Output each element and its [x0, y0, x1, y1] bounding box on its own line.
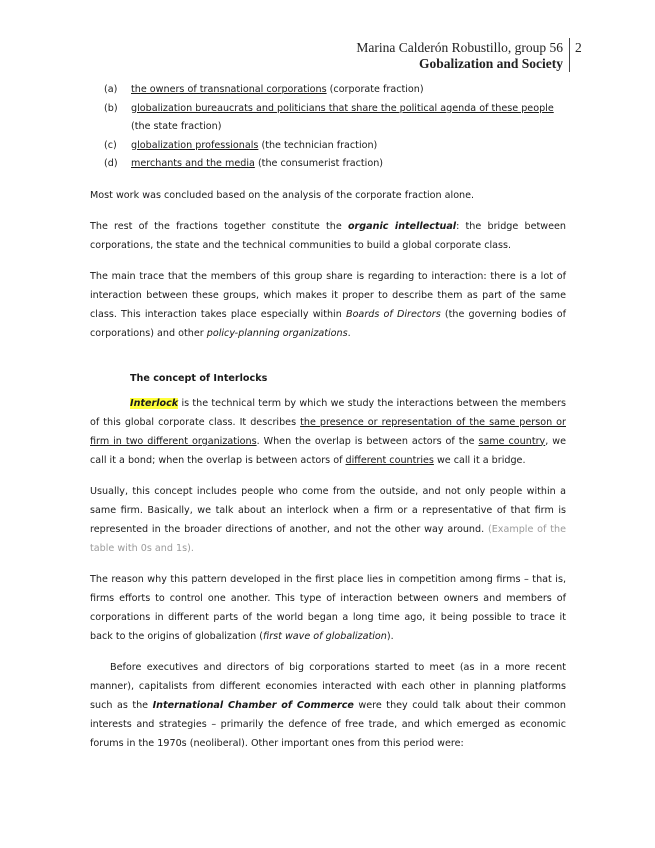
paragraph-interaction: The main trace that the members of this group share is regarding to interaction: there is a lot of interaction between these groups, which makes it proper to describe them as part of the same class. This interaction takes place especially within Boards of Directors (the governing bodies of corporations) and other policy-planning organizations. — [90, 270, 566, 339]
list-item — [90, 81, 566, 100]
list-item-label: (c) — [104, 139, 117, 151]
paragraph-organic-intellectual: The rest of the fractions together constitute the organic intellectual: the bridge between corporations, the state and the technical communities to build a global corporate class. — [90, 220, 566, 251]
list-item-label: (b) — [104, 102, 118, 114]
header-author: Marina Calderón Robustillo, group 56 — [356, 40, 563, 55]
list-item-term: globalization professionals — [131, 139, 259, 151]
document-body — [90, 81, 566, 753]
paragraph-planning-platforms: Before executives and directors of big corporations started to meet (as in a more recent manner), capitalists from different economies interacted with each other in planning platforms such as the International Chamber of Commerce were they could talk about their common interests and strategies – primarily the defence of free trade, and which emerged as economic forums in the 1970s (neoliberal). Other important ones from this period were: — [90, 661, 566, 749]
paragraph-pattern-origin: The reason why this pattern developed in the first place lies in competition among firms – that is, firms efforts to control one another. This type of interaction between owners and members of corporations in different parts of the world began a long time ago, it being possible to trace it back to the origins of globalization (first wave of globalization). — [90, 573, 566, 642]
list-item-note: (corporate fraction) — [326, 84, 424, 95]
list-item-term: the owners of transnational corporations — [131, 84, 327, 95]
section-heading: The concept of Interlocks — [130, 372, 268, 384]
list-item-note: (the state fraction) — [131, 121, 222, 132]
list-item-term: globalization bureaucrats and politicians that share the political agenda of these people — [131, 102, 554, 114]
paragraph-interlock-definition: Interlock is the technical term by which we study the interactions between the members of this global corporate class. It describes the presence or representation of the same person or firm in two different organizations. When the overlap is between actors of the same country, we call it a bond; when the overlap is between actors of different countries we call it a bridge. — [90, 397, 566, 466]
fractions-list — [90, 81, 566, 174]
list-item-label: (a) — [104, 84, 118, 95]
list-item — [90, 155, 566, 174]
paragraph-corporate-fraction: Most work was concluded based on the analysis of the corporate fraction alone. — [90, 189, 475, 201]
header-course-title: Gobalization and Society — [418, 56, 563, 71]
list-item — [90, 100, 566, 137]
paragraph-interlock-scope: Usually, this concept includes people who come from the outside, and not only people within a same firm. Basically, we talk about an interlock when a firm or a representative of that firm is represented in the broader directions of another, and not the other way around. (Example of the table with 0s and 1s). — [90, 485, 566, 554]
page-number: 2 — [575, 40, 582, 55]
header-divider — [569, 38, 570, 72]
list-item-term: merchants and the media — [131, 158, 255, 169]
list-item-note: (the consumerist fraction) — [254, 158, 384, 169]
page-header — [356, 40, 563, 72]
list-item — [90, 137, 566, 156]
list-item-note: (the technician fraction) — [258, 139, 378, 151]
list-item-label: (d) — [104, 158, 118, 169]
